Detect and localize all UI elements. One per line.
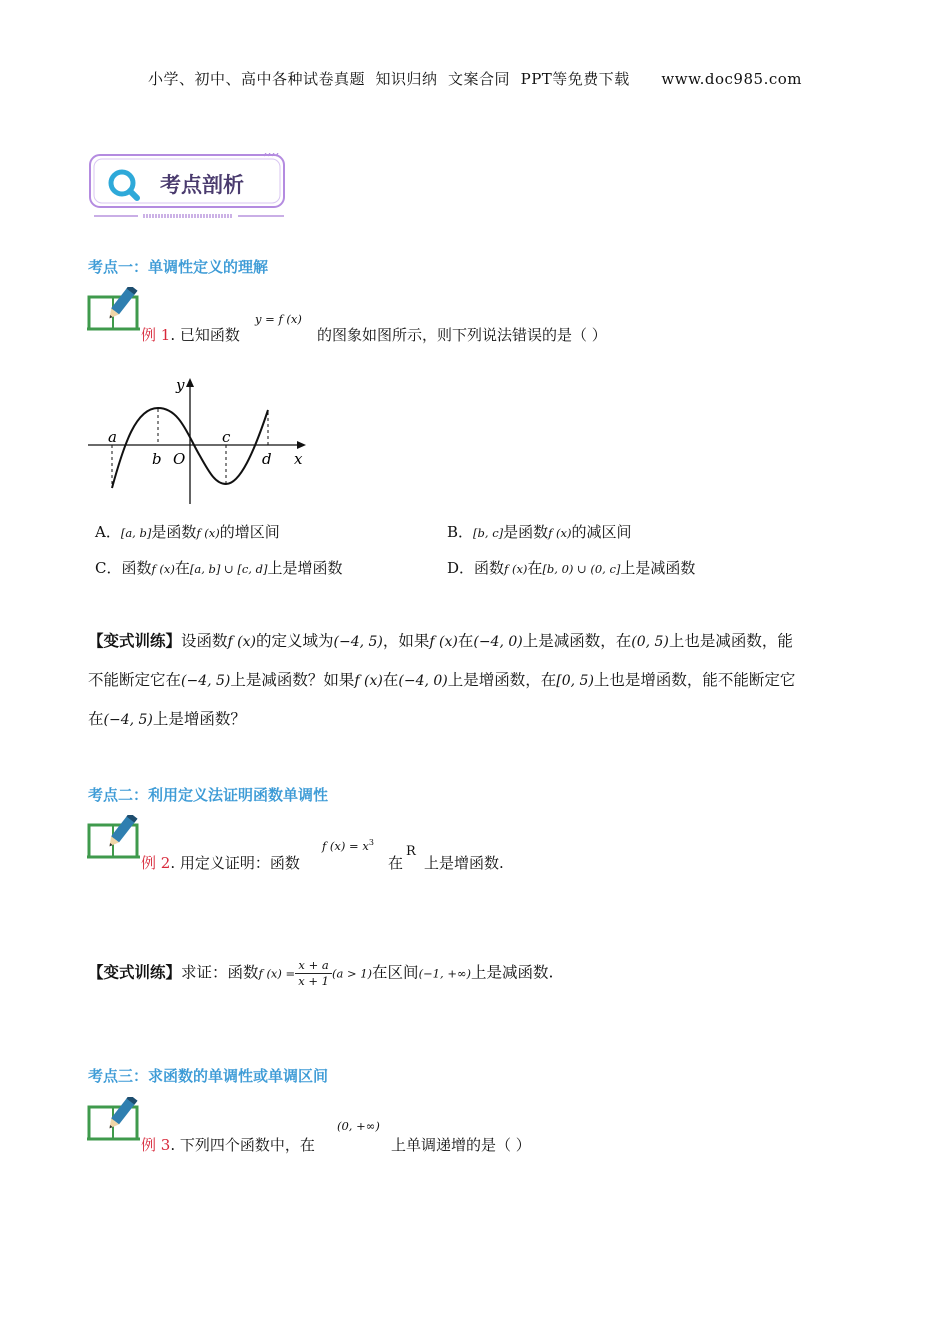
label-origin: O [173, 450, 186, 468]
section-banner [88, 153, 288, 219]
page-header: 小学、初中、高中各种试卷真题 知识归纳 文案合同 PPT等免费下载 www.doc985.com [147, 70, 802, 88]
notebook-pen-icon [86, 1097, 142, 1141]
cubic-formula: f $(x) = x^3$ [322, 838, 374, 853]
variant-1-line-3: 在(−4, 5)上是增函数？ [88, 710, 246, 728]
example-1-question: 的图象如图所示，则下列说法错误的是（ ） [317, 326, 607, 344]
variant-1-line-2: 不能断定它在(−4, 5)上是减函数？如果f (x)在(−4, 0)上是增函数，在[0, 5)上也是增函数，能不能断定它 [88, 671, 796, 689]
interval-positive: (0, +∞) [337, 1119, 380, 1133]
label-b: b [152, 450, 162, 468]
y-axis-arrow [186, 378, 194, 387]
label-a: a [108, 428, 117, 446]
example-label: 例 1 [141, 326, 171, 344]
option-a[interactable]: A．[a, b]是函数f (x)的增区间 [95, 523, 280, 541]
example-label: 例 3 [141, 1136, 171, 1154]
example-2: 例 2. 用定义证明：函数 [141, 854, 300, 872]
real-set: R [406, 844, 416, 859]
variant-training-2: 【变式训练】求证：函数f (x) = $\frac{x + a}{x + 1}$ (a > 1)在区间(−1, +∞)上是减函数. [88, 958, 554, 988]
label-y: y [176, 376, 185, 394]
label-x: x [294, 450, 303, 468]
function-graph [84, 372, 314, 510]
x-axis-arrow [297, 441, 306, 449]
example-1 [141, 324, 240, 345]
example-text: . 已知函数 [170, 326, 240, 344]
section-title-2: 考点二：利用定义法证明函数单调性 [88, 786, 329, 804]
option-b[interactable]: B．[b, c]是函数f (x)的减区间 [447, 523, 632, 541]
text-in: 在 [388, 854, 404, 872]
option-c[interactable]: C．函数f (x)在[a, b] ∪ [c, d]上是增函数 [95, 559, 343, 577]
example-3: 例 3. 下列四个函数中，在 [141, 1136, 315, 1154]
function-formula: y = f (x) [255, 312, 302, 326]
notebook-pen-icon [86, 287, 142, 331]
option-d[interactable]: D．函数f (x)在[b, 0) ∪ (0, c]上是减函数 [447, 559, 696, 577]
variant-training-1 [88, 622, 868, 739]
notebook-pen-icon [86, 815, 142, 859]
fraction: $\frac{x + a}{x + 1}$ [295, 958, 332, 989]
label-d: d [262, 450, 272, 468]
variant-1-line-1: 【变式训练】设函数f (x)的定义域为(−4, 5)，如果f (x)在(−4, 0)上是减函数，在(0, 5)上也是减函数，能 [88, 631, 793, 650]
example-3-question: 上单调递增的是（ ） [391, 1136, 531, 1154]
banner-title: 考点剖析 [160, 173, 244, 197]
text-increasing: 上是增函数. [424, 854, 504, 872]
label-c: c [222, 428, 231, 446]
section-title-1: 考点一：单调性定义的理解 [88, 258, 269, 276]
section-title-3: 考点三：求函数的单调性或单调区间 [88, 1067, 329, 1085]
example-label: 例 2 [141, 854, 171, 872]
